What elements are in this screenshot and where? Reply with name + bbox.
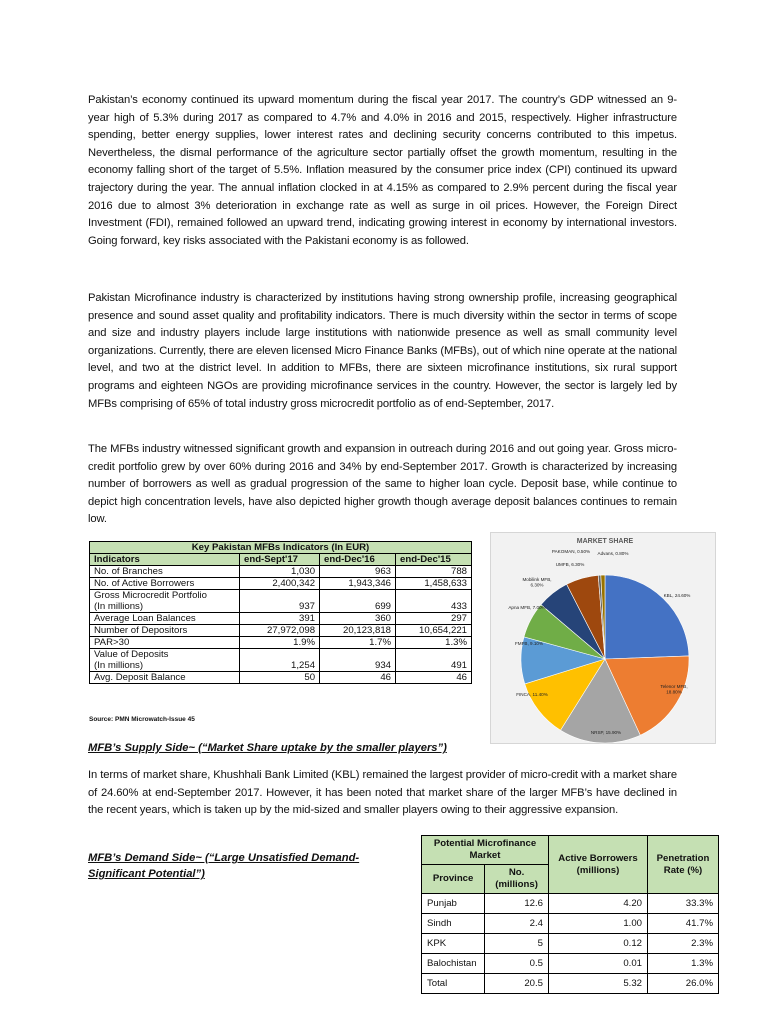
rate-cell: 2.3% bbox=[648, 934, 719, 954]
market-share-paragraph: In terms of market share, Khushhali Bank Limited (KBL) remained the largest provider of micro-credit with a market share of 24.60% at end-September 2017. However, it has been noted that market share of the larger MFB’s have declined in the recent years, which is taken up by the mid-sized and smaller players owing to their aggressive expansion. bbox=[88, 769, 677, 817]
kpi-value: 934 bbox=[320, 649, 396, 672]
pie-label-mobilink-mfb: Mobilink MFB, 6.30% bbox=[522, 577, 552, 588]
market-header-province: Province bbox=[422, 865, 485, 894]
table-row bbox=[90, 578, 472, 590]
pie-label-apna-mfb: Apna MFB, 7.00% bbox=[508, 605, 546, 610]
kpi-value: 391 bbox=[240, 613, 320, 625]
kpi-value: 46 bbox=[320, 672, 396, 684]
kpi-value: 20,123,818 bbox=[320, 625, 396, 637]
pie-label-advans: Advans, 0.80% bbox=[597, 551, 629, 556]
potential-cell: 20.5 bbox=[485, 974, 549, 994]
growth-paragraph: The MFBs industry witnessed significant growth and expansion in outreach during 2016 and out going year. Gross micro-credit portfolio grew by over 60% during 2016 and 34% by end-September 2017. Growth is characterized by increasing number of borrowers as well as gradual progression of the same to higher loan cycle. Deposit base, while continue to depict high concentration levels, have also depicted higher growth though average deposit balances continues to remain low. bbox=[88, 443, 677, 526]
table-row bbox=[90, 566, 472, 578]
kpi-value: 963 bbox=[320, 566, 396, 578]
chart-title: MARKET SHARE bbox=[576, 538, 634, 545]
kpi-table-title: Key Pakistan MFBs Indicators (In EUR) bbox=[90, 542, 472, 554]
pie-label-nrsp: NRSP, 15.90% bbox=[590, 730, 622, 735]
kpi-label bbox=[90, 590, 240, 613]
table-row bbox=[90, 649, 472, 672]
table-row bbox=[422, 954, 719, 974]
kpi-label: PAR>30 bbox=[90, 637, 240, 649]
kpi-value: 1.9% bbox=[240, 637, 320, 649]
table-row bbox=[422, 894, 719, 914]
market-share-chart bbox=[490, 532, 716, 744]
supply-side-heading: MFB’s Supply Side~ (“Market Share uptake by the smaller players”) bbox=[88, 742, 447, 754]
active-cell: 1.00 bbox=[549, 914, 648, 934]
kpi-value: 360 bbox=[320, 613, 396, 625]
potential-cell: 5 bbox=[485, 934, 549, 954]
kpi-value: 1.7% bbox=[320, 637, 396, 649]
table-source: Source: PMN Microwatch-Issue 45 bbox=[89, 716, 195, 723]
potential-cell: 0.5 bbox=[485, 954, 549, 974]
kpi-value: 1,254 bbox=[240, 649, 320, 672]
pie-chart bbox=[491, 533, 717, 745]
kpi-label bbox=[90, 649, 240, 672]
industry-paragraph: Pakistan Microfinance industry is characterized by institutions having strong ownership profile, increasing geographical presence and sound asset quality and profitability indicators. There is much diversity within the sector in terms of scope and size and industry players include large institutions with nationwide presence as well as small community level organizations. Currently, there are eleven licensed Micro Finance Banks (MFBs), out of which nine operate at the national level, and two at the district level. In addition to MFBs, there are sixteen microfinance institutions, six rural support programs and eighteen NGOs are providing microfinance services in the country. However, the sector is largely led by MFBs comprising of 65% of total industry gross microcredit portfolio as of end-September, 2017. bbox=[88, 292, 677, 410]
kpi-value: 46 bbox=[396, 672, 472, 684]
kpi-label: No. of Active Borrowers bbox=[90, 578, 240, 590]
kpi-value: 297 bbox=[396, 613, 472, 625]
kpi-value: 1,458,633 bbox=[396, 578, 472, 590]
rate-cell: 41.7% bbox=[648, 914, 719, 934]
pie-label-fmfb: FMFB, 9.10% bbox=[514, 641, 544, 646]
kpi-value: 937 bbox=[240, 590, 320, 613]
table-row bbox=[90, 625, 472, 637]
rate-cell: 33.3% bbox=[648, 894, 719, 914]
pie-label-kbl: KBL, 24.60% bbox=[663, 593, 691, 598]
kpi-value: 10,654,221 bbox=[396, 625, 472, 637]
kpi-label: Average Loan Balances bbox=[90, 613, 240, 625]
kpi-value: 1.3% bbox=[396, 637, 472, 649]
pie-slice-kbl bbox=[605, 575, 689, 659]
pie-label-finca: FINCA, 11.40% bbox=[516, 692, 548, 697]
pie-label-u-mfb: UMFB, 6.30% bbox=[555, 562, 585, 567]
potential-cell: 2.4 bbox=[485, 914, 549, 934]
market-header-potential: No. (millions) bbox=[485, 865, 549, 894]
demand-side-heading: MFB’s Demand Side~ (“Large Unsatisfied Demand-Significant Potential”) bbox=[88, 852, 360, 880]
market-header-active: Active Borrowers (millions) bbox=[549, 836, 648, 894]
table-row bbox=[422, 914, 719, 934]
pie-label-telenor-mfb: Telenor MFB, 18.80% bbox=[660, 684, 688, 695]
kpi-table bbox=[89, 541, 472, 684]
potential-cell: 12.6 bbox=[485, 894, 549, 914]
active-cell: 4.20 bbox=[549, 894, 648, 914]
kpi-header-indicators: Indicators bbox=[90, 554, 240, 566]
active-cell: 0.01 bbox=[549, 954, 648, 974]
market-header-penetration: Penetration Rate (%) bbox=[648, 836, 719, 894]
active-cell: 5.32 bbox=[549, 974, 648, 994]
table-row bbox=[422, 974, 719, 994]
kpi-value: 50 bbox=[240, 672, 320, 684]
kpi-value: 433 bbox=[396, 590, 472, 613]
kpi-label-line1: Value of Deposits bbox=[94, 649, 169, 660]
kpi-header-dec15: end-Dec'15 bbox=[396, 554, 472, 566]
rate-cell: 1.3% bbox=[648, 954, 719, 974]
kpi-value: 1,943,346 bbox=[320, 578, 396, 590]
table-row bbox=[422, 934, 719, 954]
rate-cell: 26.0% bbox=[648, 974, 719, 994]
kpi-value: 2,400,342 bbox=[240, 578, 320, 590]
province-cell: KPK bbox=[422, 934, 485, 954]
kpi-label-line1: Gross Microcredit Portfolio bbox=[94, 590, 208, 601]
kpi-value: 699 bbox=[320, 590, 396, 613]
market-table bbox=[421, 835, 719, 994]
province-cell: Sindh bbox=[422, 914, 485, 934]
kpi-value: 27,972,098 bbox=[240, 625, 320, 637]
kpi-value: 788 bbox=[396, 566, 472, 578]
pie-label-pakoman: PAKOMAN, 0.50% bbox=[551, 549, 591, 554]
kpi-label: No. of Branches bbox=[90, 566, 240, 578]
table-row bbox=[90, 613, 472, 625]
kpi-label-line2: (In millions) bbox=[94, 660, 144, 671]
table-row bbox=[90, 637, 472, 649]
kpi-value: 1,030 bbox=[240, 566, 320, 578]
kpi-value: 491 bbox=[396, 649, 472, 672]
province-cell: Balochistan bbox=[422, 954, 485, 974]
active-cell: 0.12 bbox=[549, 934, 648, 954]
kpi-header-dec16: end-Dec'16 bbox=[320, 554, 396, 566]
province-cell: Total bbox=[422, 974, 485, 994]
market-group-header: Potential Microfinance Market bbox=[422, 836, 549, 865]
table-row bbox=[90, 590, 472, 613]
table-row bbox=[90, 672, 472, 684]
economy-paragraph: Pakistan’s economy continued its upward momentum during the fiscal year 2017. The country’s GDP witnessed an 9-year high of 5.3% during 2017 as compared to 4.7% and 4.0% in 2016 and 2015, respectively. Higher infrastructure spending, better energy supplies, lower interest rates and declining security concerns contributed to this impetus. Nevertheless, the dismal performance of the agriculture sector partially offset the growth momentum, resulting in the economy falling short of the target of 5.5%. Inflation measured by the consumer price index (CPI) continued its upward trajectory during the year. The annual inflation clocked in at 4.15% as compared to 2.9% percent during the fiscal year 2016 due to almost 3% deterioration in exchange rate as well as surge in oil prices. However, the Foreign Direct Investment (FDI), remained followed an upward trend, indicating growing interest in economy by international investors. Going forward, key risks associated with the Pakistani economy is as followed. bbox=[88, 94, 677, 247]
kpi-label-line2: (In millions) bbox=[94, 601, 144, 612]
kpi-header-sept17: end-Sept'17 bbox=[240, 554, 320, 566]
province-cell: Punjab bbox=[422, 894, 485, 914]
kpi-label: Avg. Deposit Balance bbox=[90, 672, 240, 684]
kpi-label: Number of Depositors bbox=[90, 625, 240, 637]
